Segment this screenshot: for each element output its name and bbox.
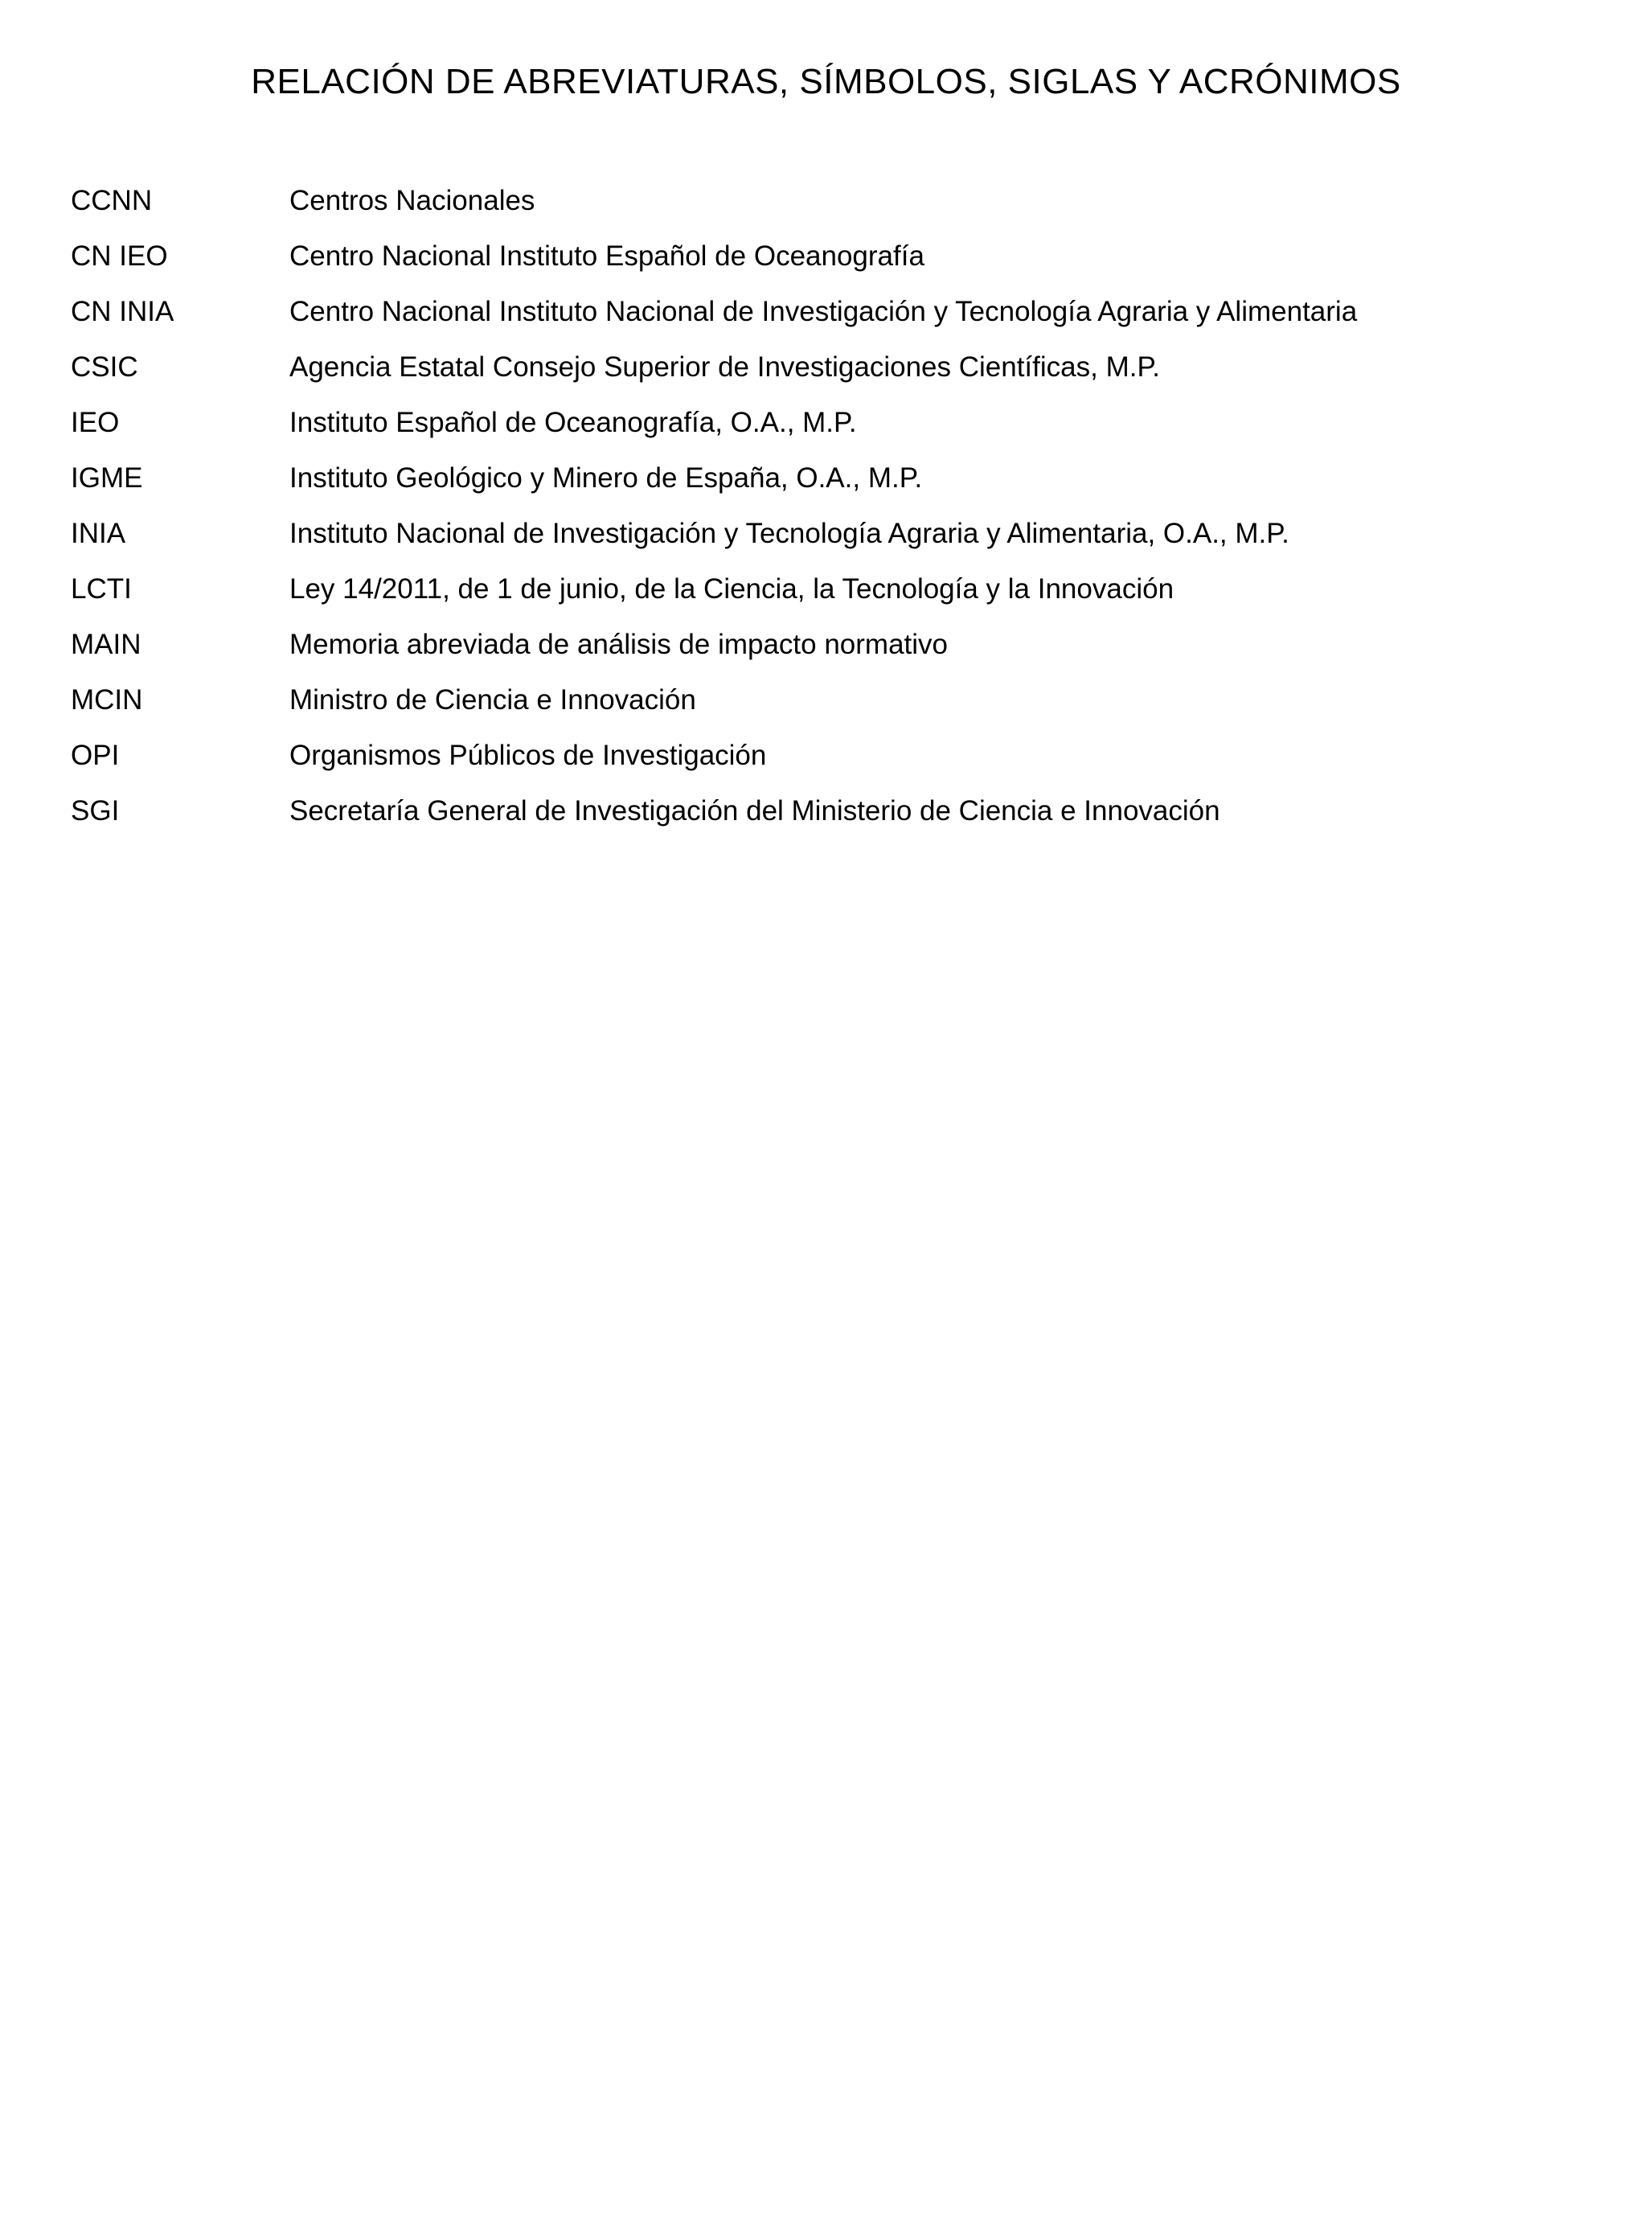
abbreviation-definition: Centro Nacional Instituto Nacional de Investigación y Tecnología Agraria y Alimentaria: [289, 295, 1358, 327]
page-title: RELACIÓN DE ABREVIATURAS, SÍMBOLOS, SIGLAS Y ACRÓNIMOS: [251, 62, 1401, 101]
abbreviation-term: CCNN: [71, 184, 153, 216]
abbreviation-definition: Memoria abreviada de análisis de impacto normativo: [289, 628, 949, 660]
abbreviation-term: CN IEO: [71, 240, 168, 272]
abbreviation-row: [71, 450, 1581, 506]
abbreviation-definition: Agencia Estatal Consejo Superior de Investigaciones Científicas, M.P.: [289, 351, 1161, 383]
abbreviations-list: [71, 173, 1581, 839]
abbreviation-definition: Centro Nacional Instituto Español de Oceanografía: [289, 240, 924, 272]
abbreviation-row: [71, 783, 1581, 839]
abbreviation-term: CSIC: [71, 351, 138, 383]
abbreviation-definition: Secretaría General de Investigación del Ministerio de Ciencia e Innovación: [289, 794, 1220, 827]
abbreviation-row: [71, 339, 1581, 395]
abbreviation-definition: Instituto Español de Oceanografía, O.A., M.P.: [289, 406, 857, 438]
abbreviation-term: INIA: [71, 517, 126, 549]
abbreviation-term: IEO: [71, 406, 120, 438]
abbreviation-term: OPI: [71, 739, 120, 771]
abbreviation-row: [71, 728, 1581, 783]
abbreviation-definition: Ley 14/2011, de 1 de junio, de la Ciencia, la Tecnología y la Innovación: [289, 572, 1174, 605]
abbreviation-row: [71, 561, 1581, 617]
abbreviation-term: SGI: [71, 794, 120, 827]
abbreviation-row: [71, 173, 1581, 228]
abbreviation-term: MCIN: [71, 683, 143, 716]
abbreviation-row: [71, 228, 1581, 284]
abbreviation-definition: Organismos Públicos de Investigación: [289, 739, 767, 771]
abbreviation-term: LCTI: [71, 572, 132, 605]
abbreviation-definition: Instituto Nacional de Investigación y Tecnología Agraria y Alimentaria, O.A., M.P.: [289, 517, 1289, 549]
abbreviation-term: IGME: [71, 462, 143, 494]
abbreviation-term: CN INIA: [71, 295, 174, 327]
abbreviation-row: [71, 395, 1581, 450]
abbreviation-definition: Instituto Geológico y Minero de España, O.A., M.P.: [289, 462, 923, 494]
abbreviation-row: [71, 672, 1581, 728]
abbreviation-row: [71, 617, 1581, 672]
abbreviation-term: MAIN: [71, 628, 141, 660]
abbreviation-row: [71, 506, 1581, 561]
abbreviation-definition: Centros Nacionales: [289, 184, 535, 216]
abbreviation-row: [71, 284, 1581, 339]
abbreviation-definition: Ministro de Ciencia e Innovación: [289, 683, 696, 716]
